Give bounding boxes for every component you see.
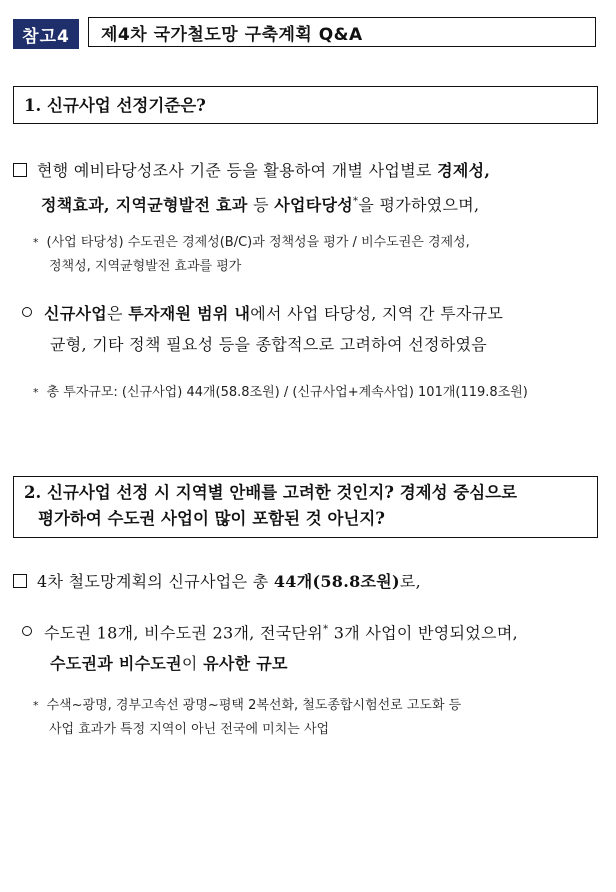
q1-note-1-line-2: 정책성, 지역균형발전 효과를 평가	[49, 259, 242, 274]
circle-bullet-icon	[22, 626, 32, 636]
section-tag: 참고4	[13, 19, 79, 49]
q1-p1-bold-1: 경제성,	[437, 161, 491, 180]
q2-p2-text-2: 3개 사업이 반영되었으며,	[328, 623, 518, 643]
question-1-title: 1. 신규사업 선정기준은?	[24, 96, 206, 115]
q1-note-1-line-1: (사업 타당성) 수도권은 경제성(B/C)과 정책성을 평가 / 비수도권은 경제성,	[46, 235, 470, 250]
q1-note-2-text: 총 투자규모: (신규사업) 44개(58.8조원) / (신규사업+계속사업) 101개(119.8조원)	[46, 385, 528, 400]
q1-p2-line-2: 균형, 기타 정책 필요성 등을 종합적으로 고려하여 선정하였음	[50, 335, 487, 354]
q1-p2-bold-2: 투자재원 범위 내	[128, 304, 251, 323]
q1-p2-text-1: 은	[107, 304, 129, 323]
q2-p2-bold-1: 수도권과 비수도권	[50, 654, 182, 674]
q1-paragraph-2	[22, 298, 614, 360]
q2-note-line-1: 수색~광명, 경부고속선 광명~평택 2복선화, 철도종합시험선로 고도화 등	[46, 698, 462, 713]
question-1-box	[13, 86, 598, 124]
q2-p2-text-1: 수도권 18개, 비수도권 23개, 전국단위	[44, 623, 324, 643]
q1-paragraph-1	[13, 155, 613, 220]
q1-p1-text: 현행 예비타당성조사 기준 등을 활용하여 개별 사업별로	[37, 161, 432, 180]
q2-p2-text-3: 이	[181, 654, 204, 674]
q1-p2-bold-1: 신규사업	[44, 304, 108, 323]
q2-p1-text: 4차 철도망계획의 신규사업은 총	[37, 572, 274, 591]
star-marker: *	[33, 386, 39, 399]
q2-p1-end: 로,	[399, 572, 422, 591]
star-marker: *	[33, 699, 39, 712]
question-2-title-line-1: 2. 신규사업 선정 시 지역별 안배를 고려한 것인지? 경제성 중심으로	[24, 483, 518, 502]
circle-bullet-icon	[22, 307, 32, 317]
q2-note	[33, 694, 611, 742]
q1-note-2	[33, 381, 613, 405]
footnote-marker: *	[323, 624, 329, 635]
q1-p1-mid: 등	[247, 195, 275, 215]
star-marker: *	[33, 236, 39, 249]
footnote-marker: *	[353, 196, 359, 207]
q1-p1-bold-3: 사업타당성	[274, 195, 353, 215]
checkbox-bullet-icon	[13, 574, 27, 588]
q2-p1-bold: 44개(58.8조원)	[273, 572, 400, 591]
q2-p2-bold-2: 유사한 규모	[203, 654, 288, 674]
q2-paragraph-2	[22, 614, 614, 679]
page-title: 제4차 국가철도망 구축계획 Q&A	[88, 17, 596, 47]
q1-p1-bold-2: 정책효과, 지역균형발전 효과	[41, 195, 248, 215]
q1-note-1	[33, 231, 608, 279]
q2-note-line-2: 사업 효과가 특정 지역이 아닌 전국에 미치는 사업	[49, 722, 330, 737]
question-2-box	[13, 476, 598, 538]
checkbox-bullet-icon	[13, 163, 27, 177]
question-2-title-line-2: 평가하여 수도권 사업이 많이 포함된 것 아닌지?	[38, 509, 385, 528]
q1-p1-end: 을 평가하였으며,	[358, 195, 480, 215]
q1-p2-text-2: 에서 사업 타당성, 지역 간 투자규모	[250, 304, 504, 323]
q2-paragraph-1	[13, 566, 613, 597]
